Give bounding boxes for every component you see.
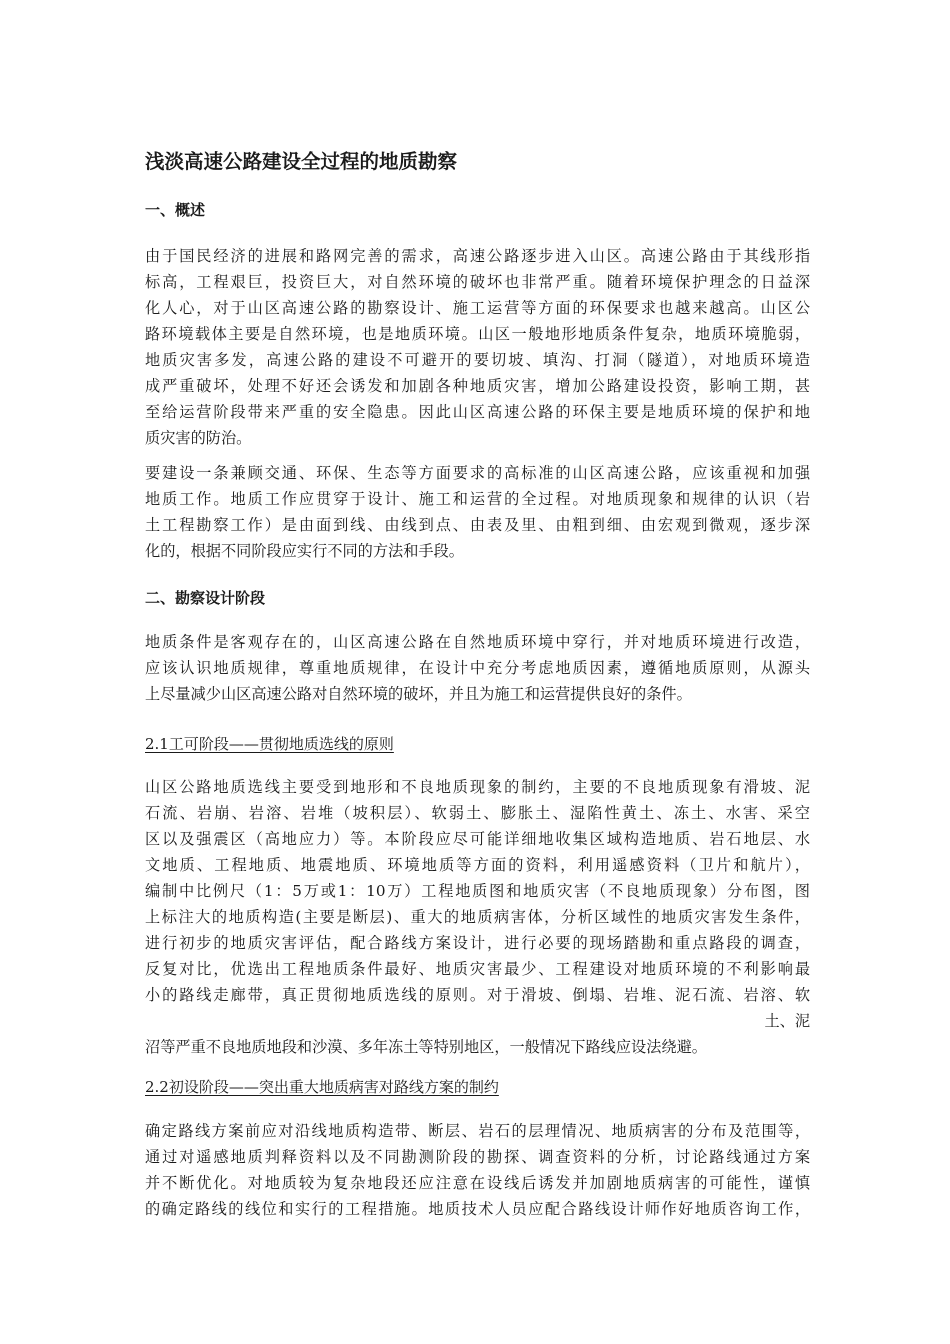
section-heading-survey-design: 二、勘察设计阶段 [145, 589, 266, 607]
text-line: 并不断优化。对地质较为复杂地段还应注意在设线后诱发并加剧地质病害的可能性，谨慎 [145, 1174, 810, 1192]
text-line: 质灾害的防治。 [145, 429, 252, 447]
paragraph-survey-design [145, 629, 810, 707]
paragraph-overview-2 [145, 460, 810, 564]
text-line: 山区公路地质选线主要受到地形和不良地质现象的制约，主要的不良地质现象有滑坡、泥 [145, 778, 810, 796]
section-heading-overview: 一、概述 [145, 201, 206, 219]
text-line: 路环境载体主要是自然环境，也是地质环境。山区一般地形地质条件复杂，地质环境脆弱， [145, 325, 810, 343]
subsection-heading-2-1: 2.1工可阶段——贯彻地质选线的原则 [145, 735, 394, 753]
text-line: 土工程勘察工作）是由面到线、由线到点、由表及里、由粗到细、由宏观到微观，逐步深 [145, 516, 810, 534]
text-line: 进行初步的地质灾害评估，配合路线方案设计，进行必要的现场踏勘和重点路段的调查， [145, 934, 810, 952]
text-line: 标高，工程艰巨，投资巨大，对自然环境的破坏也非常严重。随着环境保护理念的日益深 [145, 273, 810, 291]
text-line: 土、泥 [764, 1012, 810, 1030]
text-line: 应该认识地质规律，尊重地质规律，在设计中充分考虑地质因素，遵循地质原则，从源头 [145, 659, 810, 677]
subsection-heading-2-2: 2.2初设阶段——突出重大地质病害对路线方案的制约 [145, 1078, 499, 1096]
text-line: 要建设一条兼顾交通、环保、生态等方面要求的高标准的山区高速公路，应该重视和加强 [145, 464, 810, 482]
text-line: 沼等严重不良地质地段和沙漠、多年冻土等特别地区，一般情况下路线应设法绕避。 [145, 1038, 707, 1056]
text-line: 成严重破坏，处理不好还会诱发和加剧各种地质灾害，增加公路建设投资，影响工期，甚 [145, 377, 810, 395]
text-line: 上标注大的地质构造(主要是断层)、重大的地质病害体，分析区域性的地质灾害发生条件， [145, 908, 810, 926]
text-line: 确定路线方案前应对沿线地质构造带、断层、岩石的层理情况、地质病害的分布及范围等， [145, 1122, 810, 1140]
text-line: 上尽量减少山区高速公路对自然环境的破坏，并且为施工和运营提供良好的条件。 [145, 685, 692, 703]
text-line: 地质条件是客观存在的，山区高速公路在自然地质环境中穿行，并对地质环境进行改造， [145, 633, 810, 651]
text-line: 由于国民经济的进展和路网完善的需求，高速公路逐步进入山区。高速公路由于其线形指 [145, 247, 810, 265]
text-line: 的确定路线的线位和实行的工程措施。地质技术人员应配合路线设计师作好地质咨询工作， [145, 1200, 810, 1218]
paragraph-overview-1 [145, 243, 810, 451]
paragraph-route-selection [145, 774, 810, 1060]
text-line: 文地质、工程地质、地震地质、环境地质等方面的资料，利用遥感资料（卫片和航片）， [145, 856, 810, 874]
text-line: 反复对比，优选出工程地质条件最好、地质灾害最少、工程建设对地质环境的不利影响最 [145, 960, 810, 978]
text-line: 石流、岩崩、岩溶、岩堆（坡积层）、软弱土、膨胀土、湿陷性黄土、冻土、水害、采空 [145, 804, 810, 822]
text-line: 至给运营阶段带来严重的安全隐患。因此山区高速公路的环保主要是地质环境的保护和地 [145, 403, 810, 421]
document-title: 浅淡高速公路建设全过程的地质勘察 [145, 150, 458, 173]
text-line: 通过对遥感地质判释资料以及不同勘测阶段的勘探、调查资料的分析，讨论路线通过方案 [145, 1148, 810, 1166]
text-line: 化人心，对于山区高速公路的勘察设计、施工运营等方面的环保要求也越来越高。山区公 [145, 299, 810, 317]
paragraph-preliminary-design [145, 1118, 810, 1222]
text-line: 区以及强震区（高地应力）等。本阶段应尽可能详细地收集区域构造地质、岩石地层、水 [145, 830, 810, 848]
text-line: 地质灾害多发，高速公路的建设不可避开的要切坡、填沟、打洞（隧道），对地质环境造 [145, 351, 810, 369]
text-line: 小的路线走廊带，真正贯彻地质选线的原则。对于滑坡、倒塌、岩堆、泥石流、岩溶、软 [145, 986, 810, 1004]
text-line: 地质工作。地质工作应贯穿于设计、施工和运营的全过程。对地质现象和规律的认识（岩 [145, 490, 810, 508]
text-line: 化的，根据不同阶段应实行不同的方法和手段。 [145, 542, 464, 560]
text-line: 编制中比例尺（1：5万或1：10万）工程地质图和地质灾害（不良地质现象）分布图，图 [145, 882, 810, 900]
